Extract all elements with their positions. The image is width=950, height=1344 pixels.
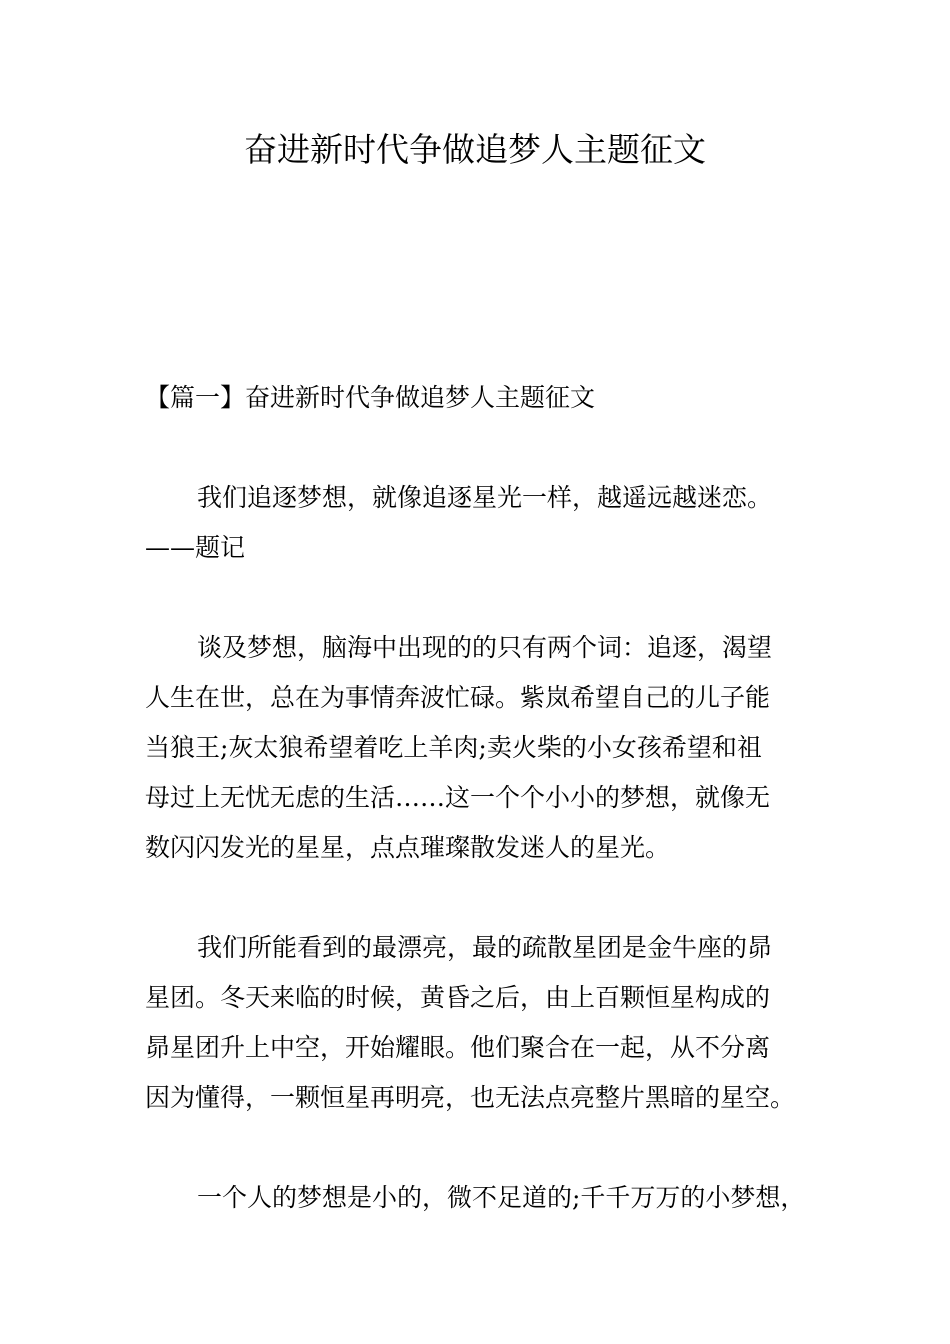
paragraph-line: 一个人的梦想是小的，微不足道的;千千万万的小梦想， [197, 1183, 806, 1212]
paragraph-line: 我们所能看到的最漂亮，最的疏散星团是金牛座的昴 [197, 933, 773, 962]
paragraph-line: 因为懂得，一颗恒星再明亮，也无法点亮整片黑暗的星空。 [145, 1083, 796, 1112]
paragraph-line: 人生在世，总在为事情奔波忙碌。紫岚希望自己的儿子能 [145, 683, 771, 712]
document-title: 奋进新时代争做追梦人主题征文 [244, 130, 706, 169]
paragraph-line: 数闪闪发光的星星，点点璀璨散发迷人的星光。 [145, 833, 671, 862]
paragraph-line: 当狼王;灰太狼希望着吃上羊肉;卖火柴的小女孩希望和祖 [145, 733, 762, 762]
paragraph-line: 母过上无忧无虑的生活……这一个个小小的梦想，就像无 [145, 783, 771, 812]
section-heading: 【篇一】奋进新时代争做追梦人主题征文 [145, 383, 596, 412]
paragraph-line: 谈及梦想，脑海中出现的的只有两个词：追逐，渴望 [197, 633, 773, 662]
paragraph-line: 我们追逐梦想，就像追逐星光一样，越遥远越迷恋。 [197, 483, 773, 512]
paragraph-line: 星团。冬天来临的时候，黄昏之后，由上百颗恒星构成的 [145, 983, 771, 1012]
epigraph-attribution: ——题记 [145, 533, 246, 562]
paragraph-line: 昴星团升上中空，开始耀眼。他们聚合在一起，从不分离 [145, 1033, 771, 1062]
